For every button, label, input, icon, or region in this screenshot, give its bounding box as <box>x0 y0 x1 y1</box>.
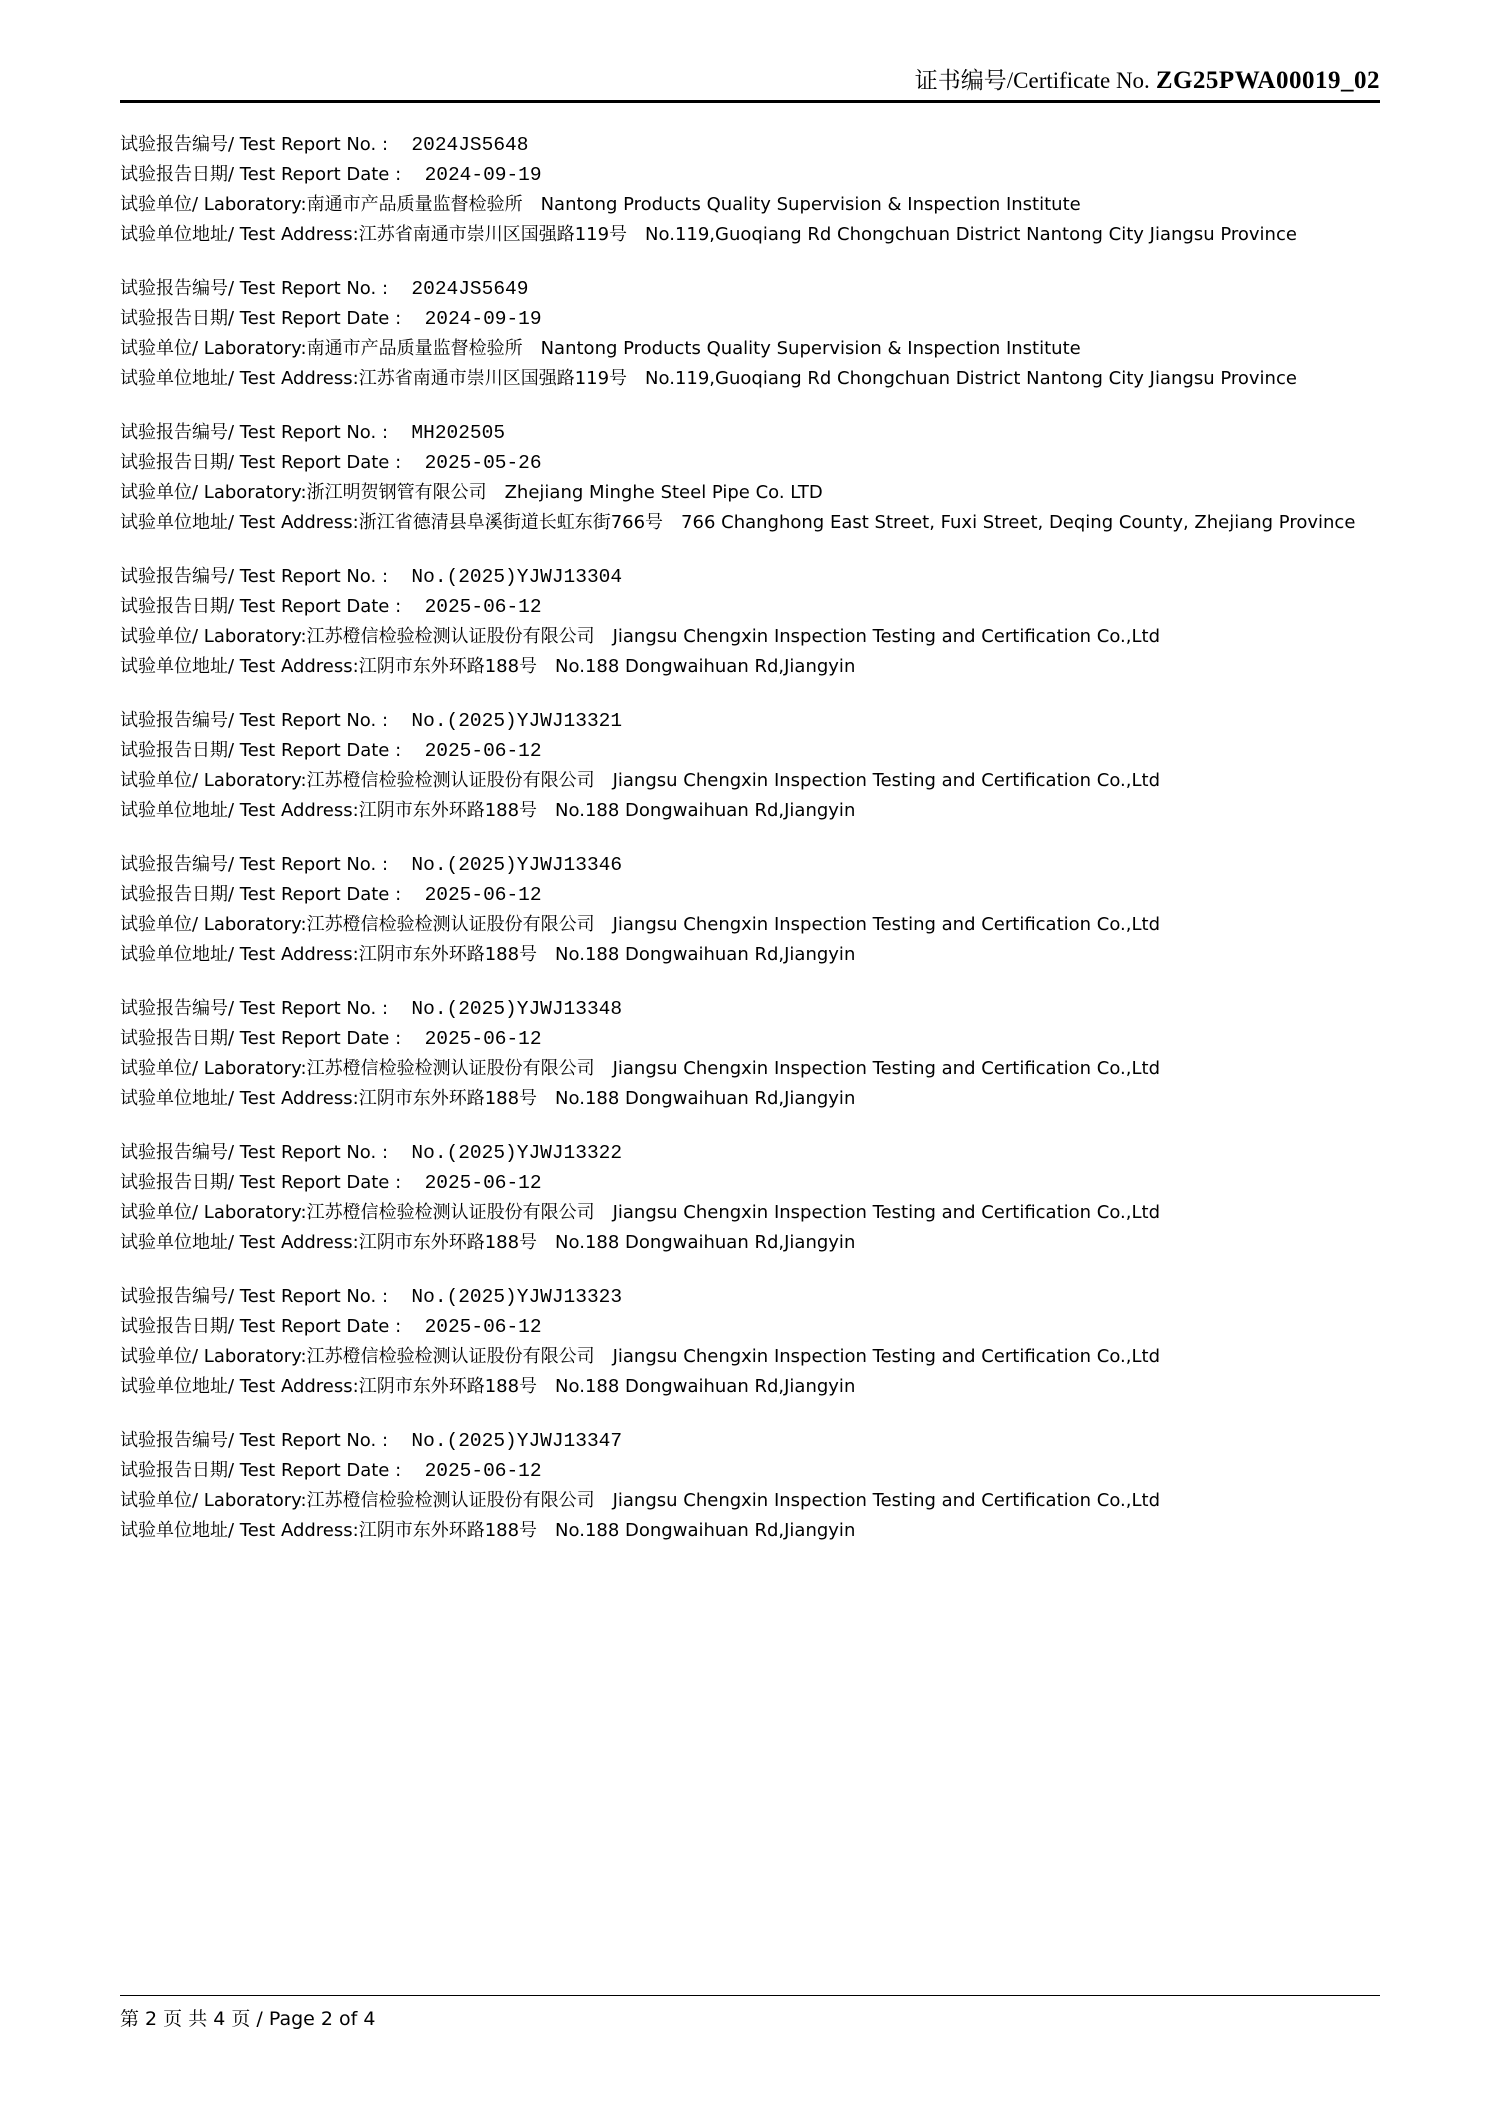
test-report-entry <box>120 562 1380 682</box>
test-address-value: 江阴市东外环路188号 No.188 Dongwaihuan Rd,Jiangyin <box>358 1232 856 1253</box>
report-no-label: 试验报告编号/ Test Report No. : <box>120 278 389 299</box>
report-no-label: 试验报告编号/ Test Report No. : <box>120 998 389 1019</box>
report-date-value: 2025-05-26 <box>424 452 542 474</box>
report-no-value: No.(2025)YJWJ13347 <box>411 1430 623 1452</box>
test-report-entry <box>120 994 1380 1114</box>
report-no-value: No.(2025)YJWJ13322 <box>411 1142 623 1164</box>
report-no-value: No.(2025)YJWJ13304 <box>411 566 623 588</box>
laboratory-label: 试验单位/ Laboratory: <box>120 338 307 359</box>
report-no-value: 2024JS5648 <box>411 134 529 156</box>
page-content-area <box>120 0 1380 2123</box>
report-date-label: 试验报告日期/ Test Report Date : <box>120 1028 402 1049</box>
report-no-value: No.(2025)YJWJ13321 <box>411 710 623 732</box>
header-divider <box>120 100 1380 103</box>
test-address-value: 江阴市东外环路188号 No.188 Dongwaihuan Rd,Jiangyin <box>358 800 856 821</box>
report-date-value: 2025-06-12 <box>424 1316 542 1338</box>
laboratory-value: 江苏橙信检验检测认证股份有限公司 Jiangsu Chengxin Inspection Testing and Certification Co.,Ltd <box>306 626 1161 647</box>
report-date-label: 试验报告日期/ Test Report Date : <box>120 1172 402 1193</box>
test-report-entry <box>120 130 1380 250</box>
test-report-entry <box>120 1282 1380 1402</box>
laboratory-value: 南通市产品质量监督检验所 Nantong Products Quality Supervision & Inspection Institute <box>306 338 1081 359</box>
report-no-label: 试验报告编号/ Test Report No. : <box>120 1142 389 1163</box>
report-date-value: 2025-06-12 <box>424 596 542 618</box>
laboratory-value: 浙江明贺钢管有限公司 Zhejiang Minghe Steel Pipe Co. LTD <box>306 482 823 503</box>
test-report-entry <box>120 418 1380 538</box>
report-no-value: No.(2025)YJWJ13346 <box>411 854 623 876</box>
test-report-entry <box>120 274 1380 394</box>
laboratory-label: 试验单位/ Laboratory: <box>120 482 307 503</box>
test-address-label: 试验单位地址/ Test Address: <box>120 512 359 533</box>
report-no-label: 试验报告编号/ Test Report No. : <box>120 566 389 587</box>
laboratory-label: 试验单位/ Laboratory: <box>120 194 307 215</box>
test-address-label: 试验单位地址/ Test Address: <box>120 656 359 677</box>
report-no-label: 试验报告编号/ Test Report No. : <box>120 134 389 155</box>
laboratory-value: 江苏橙信检验检测认证股份有限公司 Jiangsu Chengxin Inspection Testing and Certification Co.,Ltd <box>306 1202 1161 1223</box>
test-address-value: 江阴市东外环路188号 No.188 Dongwaihuan Rd,Jiangyin <box>358 1520 856 1541</box>
report-date-value: 2025-06-12 <box>424 884 542 906</box>
certificate-no-value: ZG25PWA00019_02 <box>1155 67 1380 94</box>
laboratory-value: 江苏橙信检验检测认证股份有限公司 Jiangsu Chengxin Inspection Testing and Certification Co.,Ltd <box>306 914 1161 935</box>
test-address-label: 试验单位地址/ Test Address: <box>120 800 359 821</box>
test-address-label: 试验单位地址/ Test Address: <box>120 1376 359 1397</box>
test-address-label: 试验单位地址/ Test Address: <box>120 1232 359 1253</box>
report-no-value: No.(2025)YJWJ13348 <box>411 998 623 1020</box>
test-address-label: 试验单位地址/ Test Address: <box>120 224 359 245</box>
report-no-label: 试验报告编号/ Test Report No. : <box>120 1286 389 1307</box>
test-address-label: 试验单位地址/ Test Address: <box>120 944 359 965</box>
report-no-label: 试验报告编号/ Test Report No. : <box>120 422 389 443</box>
test-address-label: 试验单位地址/ Test Address: <box>120 1088 359 1109</box>
report-date-label: 试验报告日期/ Test Report Date : <box>120 1316 402 1337</box>
certificate-no-label: 证书编号/Certificate No. <box>914 68 1150 93</box>
report-date-label: 试验报告日期/ Test Report Date : <box>120 596 402 617</box>
page-number: 第 2 页 共 4 页 / Page 2 of 4 <box>120 2008 376 2030</box>
test-address-value: 浙江省德清县阜溪街道长虹东街766号 766 Changhong East Street, Fuxi Street, Deqing County, Zhejiang Province <box>358 512 1356 533</box>
report-date-label: 试验报告日期/ Test Report Date : <box>120 884 402 905</box>
report-date-label: 试验报告日期/ Test Report Date : <box>120 308 402 329</box>
report-date-value: 2024-09-19 <box>424 308 542 330</box>
laboratory-label: 试验单位/ Laboratory: <box>120 626 307 647</box>
test-address-value: 江苏省南通市崇川区国强路119号 No.119,Guoqiang Rd Chongchuan District Nantong City Jiangsu Province <box>358 368 1297 389</box>
laboratory-label: 试验单位/ Laboratory: <box>120 1202 307 1223</box>
report-date-label: 试验报告日期/ Test Report Date : <box>120 740 402 761</box>
laboratory-value: 南通市产品质量监督检验所 Nantong Products Quality Supervision & Inspection Institute <box>306 194 1081 215</box>
report-no-label: 试验报告编号/ Test Report No. : <box>120 854 389 875</box>
test-report-entry <box>120 1426 1380 1546</box>
laboratory-value: 江苏橙信检验检测认证股份有限公司 Jiangsu Chengxin Inspection Testing and Certification Co.,Ltd <box>306 1058 1161 1079</box>
laboratory-label: 试验单位/ Laboratory: <box>120 914 307 935</box>
test-address-label: 试验单位地址/ Test Address: <box>120 368 359 389</box>
test-address-value: 江阴市东外环路188号 No.188 Dongwaihuan Rd,Jiangyin <box>358 1088 856 1109</box>
test-address-label: 试验单位地址/ Test Address: <box>120 1520 359 1541</box>
report-date-label: 试验报告日期/ Test Report Date : <box>120 1460 402 1481</box>
report-no-value: No.(2025)YJWJ13323 <box>411 1286 623 1308</box>
laboratory-label: 试验单位/ Laboratory: <box>120 770 307 791</box>
laboratory-value: 江苏橙信检验检测认证股份有限公司 Jiangsu Chengxin Inspection Testing and Certification Co.,Ltd <box>306 1490 1161 1511</box>
report-date-value: 2025-06-12 <box>424 740 542 762</box>
test-address-value: 江阴市东外环路188号 No.188 Dongwaihuan Rd,Jiangyin <box>358 944 856 965</box>
laboratory-value: 江苏橙信检验检测认证股份有限公司 Jiangsu Chengxin Inspection Testing and Certification Co.,Ltd <box>306 1346 1161 1367</box>
test-reports-list <box>120 130 1380 1570</box>
report-date-value: 2025-06-12 <box>424 1460 542 1482</box>
report-no-value: 2024JS5649 <box>411 278 529 300</box>
report-date-value: 2025-06-12 <box>424 1028 542 1050</box>
report-date-label: 试验报告日期/ Test Report Date : <box>120 164 402 185</box>
test-report-entry <box>120 706 1380 826</box>
laboratory-label: 试验单位/ Laboratory: <box>120 1058 307 1079</box>
test-address-value: 江阴市东外环路188号 No.188 Dongwaihuan Rd,Jiangyin <box>358 656 856 677</box>
report-no-label: 试验报告编号/ Test Report No. : <box>120 710 389 731</box>
page-header <box>120 62 1380 95</box>
test-report-entry <box>120 850 1380 970</box>
page-footer <box>120 1995 1380 2031</box>
test-report-entry <box>120 1138 1380 1258</box>
test-address-value: 江阴市东外环路188号 No.188 Dongwaihuan Rd,Jiangyin <box>358 1376 856 1397</box>
report-no-label: 试验报告编号/ Test Report No. : <box>120 1430 389 1451</box>
report-date-label: 试验报告日期/ Test Report Date : <box>120 452 402 473</box>
test-address-value: 江苏省南通市崇川区国强路119号 No.119,Guoqiang Rd Chongchuan District Nantong City Jiangsu Province <box>358 224 1297 245</box>
report-no-value: MH202505 <box>411 422 506 444</box>
report-date-value: 2025-06-12 <box>424 1172 542 1194</box>
laboratory-label: 试验单位/ Laboratory: <box>120 1490 307 1511</box>
laboratory-value: 江苏橙信检验检测认证股份有限公司 Jiangsu Chengxin Inspection Testing and Certification Co.,Ltd <box>306 770 1161 791</box>
laboratory-label: 试验单位/ Laboratory: <box>120 1346 307 1367</box>
report-date-value: 2024-09-19 <box>424 164 542 186</box>
footer-divider <box>120 1995 1380 1996</box>
